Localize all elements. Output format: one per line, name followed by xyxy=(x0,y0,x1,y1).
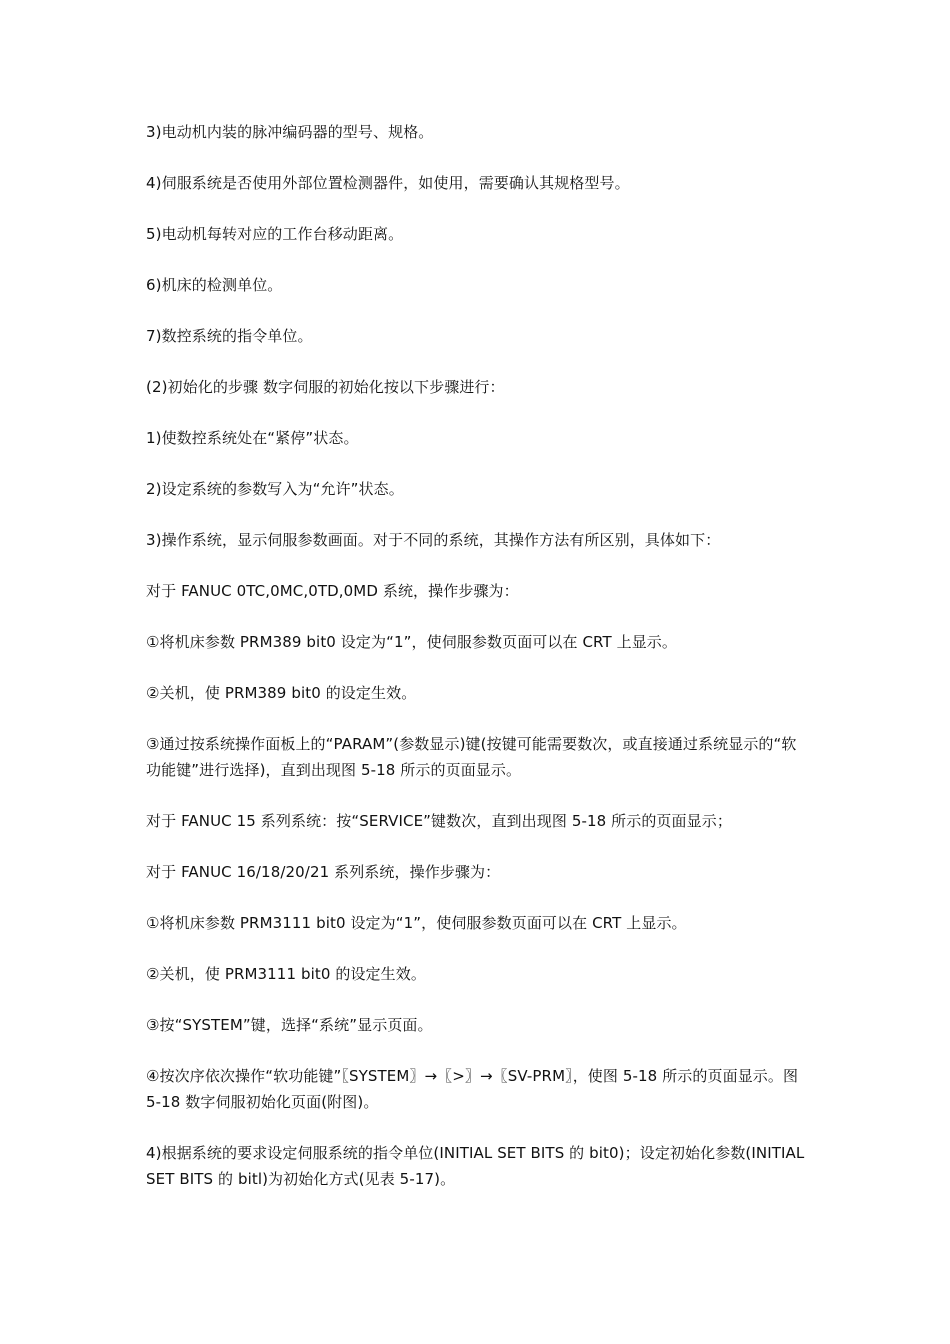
paragraph-13: ③通过按系统操作面板上的“PARAM”(参数显示)键(按键可能需要数次，或直接通过系统显示的“软功能键”进行选择)，直到出现图 5-18 所示的页面显示。 xyxy=(146,735,797,779)
paragraph-15: 对于 FANUC 16/18/20/21 系列系统，操作步骤为： xyxy=(146,863,501,881)
paragraph-6: (2)初始化的步骤 数字伺服的初始化按以下步骤进行： xyxy=(146,378,505,396)
paragraph-17: ②关机，使 PRM3111 bit0 的设定生效。 xyxy=(146,965,426,983)
paragraph-9: 3)操作系统，显示伺服参数画面。对于不同的系统，其操作方法有所区别，具体如下： xyxy=(146,531,721,549)
paragraph-1: 3)电动机内装的脉冲编码器的型号、规格。 xyxy=(146,123,434,141)
paragraph-7: 1)使数控系统处在“紧停”状态。 xyxy=(146,429,359,447)
paragraph-16: ①将机床参数 PRM3111 bit0 设定为“1”，使伺服参数页面可以在 CRT 上显示。 xyxy=(146,914,687,932)
paragraph-19: ④按次序依次操作“软功能键”〖SYSTEM〗→〖>〗→〖SV-PRM〗，使图 5-18 所示的页面显示。图 5-18 数字伺服初始化页面(附图)。 xyxy=(146,1067,799,1111)
paragraph-2: 4)伺服系统是否使用外部位置检测器件，如使用，需要确认其规格型号。 xyxy=(146,174,630,192)
paragraph-11: ①将机床参数 PRM389 bit0 设定为“1”，使伺服参数页面可以在 CRT 上显示。 xyxy=(146,633,677,651)
paragraph-8: 2)设定系统的参数写入为“允许”状态。 xyxy=(146,480,404,498)
paragraph-4: 6)机床的检测单位。 xyxy=(146,276,283,294)
paragraph-14: 对于 FANUC 15 系列系统：按“SERVICE”键数次，直到出现图 5-18 所示的页面显示； xyxy=(146,812,732,830)
text-column xyxy=(146,119,810,1192)
paragraph-3: 5)电动机每转对应的工作台移动距离。 xyxy=(146,225,404,243)
paragraph-20: 4)根据系统的要求设定伺服系统的指令单位(INITIAL SET BITS 的 bit0)；设定初始化参数(INITIAL SET BITS 的 bitl)为初始化方式(见表 5-17)。 xyxy=(146,1144,805,1188)
paragraph-10: 对于 FANUC 0TC,0MC,0TD,0MD 系统，操作步骤为： xyxy=(146,582,519,600)
paragraph-5: 7)数控系统的指令单位。 xyxy=(146,327,313,345)
paragraph-12: ②关机，使 PRM389 bit0 的设定生效。 xyxy=(146,684,417,702)
paragraph-18: ③按“SYSTEM”键，选择“系统”显示页面。 xyxy=(146,1016,433,1034)
